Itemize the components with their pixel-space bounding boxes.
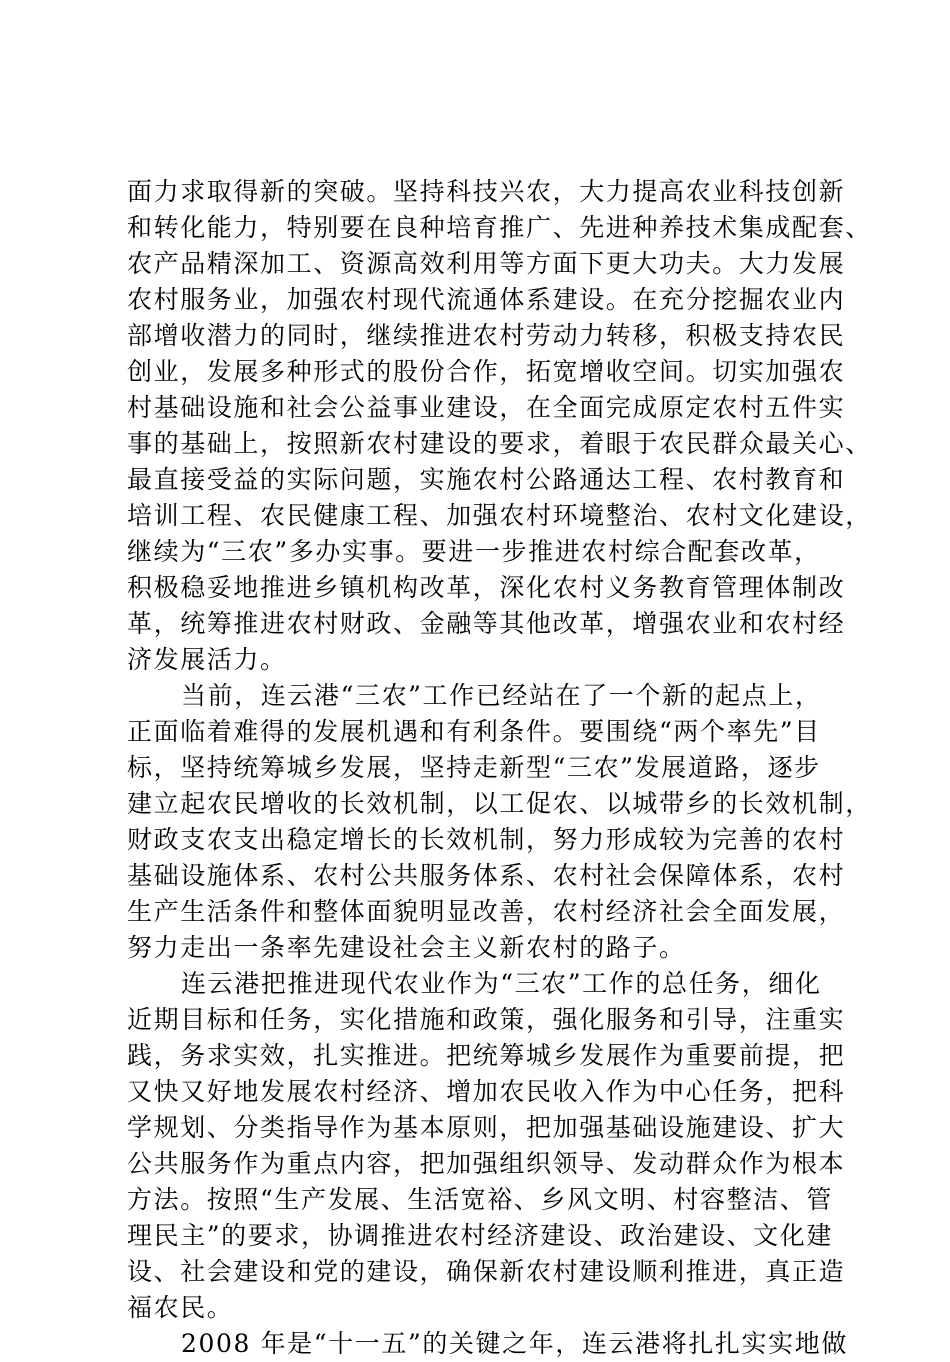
text-line: 当前，连云港“三农”工作已经站在了一个新的起点上， [181,681,822,710]
text-line: 事的基础上，按照新农村建设的要求，着眼于农民群众最关心、 [127,429,872,458]
text-line: 部增收潜力的同时，继续推进农村劳动力转移，积极支持农民 [127,321,846,350]
text-line: 正面临着难得的发展机遇和有利条件。要围绕“两个率先”目 [127,717,821,746]
text-line: 近期目标和任务，实化措施和政策，强化服务和引导，注重实 [127,1005,846,1034]
text-line: 和转化能力，特别要在良种培育推广、先进种养技术集成配套、 [127,213,872,242]
text-line: 创业，发展多种形式的股份合作，拓宽增收空间。切实加强农 [127,357,846,386]
text-line: 农产品精深加工、资源高效利用等方面下更大功夫。大力发展 [127,249,846,278]
text-line: 面力求取得新的突破。坚持科技兴农，大力提高农业科技创新 [127,177,846,206]
text-line: 基础设施体系、农村公共服务体系、农村社会保障体系，农村 [127,861,846,890]
text-line: 公共服务作为重点内容，把加强组织领导、发动群众作为根本 [127,1149,846,1178]
text-line: 革，统筹推进农村财政、金融等其他改革，增强农业和农村经 [127,609,846,638]
text-line: 财政支农支出稳定增长的长效机制，努力形成较为完善的农村 [127,825,846,854]
body-text [127,174,872,1362]
text-line: 理民主”的要求，协调推进农村经济建设、政治建设、文化建 [127,1221,833,1250]
text-line: 继续为“三农”多办实事。要进一步推进农村综合配套改革， [127,537,821,566]
text-line: 农村服务业，加强农村现代流通体系建设。在充分挖掘农业内 [127,285,846,314]
text-line: 建立起农民增收的长效机制，以工促农、以城带乡的长效机制， [127,789,872,818]
text-line: 又快又好地发展农村经济、增加农民收入作为中心任务，把科 [127,1077,846,1106]
text-line: 学规划、分类指导作为基本原则，把加强基础设施建设、扩大 [127,1113,846,1142]
text-line: 福农民。 [127,1293,234,1322]
text-line: 村基础设施和社会公益事业建设，在全面完成原定农村五件实 [127,393,846,422]
text-line: 践，务求实效，扎实推进。把统筹城乡发展作为重要前提，把 [127,1041,846,1070]
text-line: 2008 年是“十一五”的关键之年，连云港将扎扎实实地做 [181,1329,848,1358]
text-line: 连云港把推进现代农业作为“三农”工作的总任务，细化 [181,969,822,998]
text-line: 积极稳妥地推进乡镇机构改革，深化农村义务教育管理体制改 [127,573,846,602]
text-line: 标，坚持统筹城乡发展，坚持走新型“三农”发展道路，逐步 [127,753,821,782]
text-line: 最直接受益的实际问题，实施农村公路通达工程、农村教育和 [127,465,846,494]
text-line: 培训工程、农民健康工程、加强农村环境整治、农村文化建设， [127,501,872,530]
text-line: 设、社会建设和党的建设，确保新农村建设顺利推进，真正造 [127,1257,846,1286]
text-line: 生产生活条件和整体面貌明显改善，农村经济社会全面发展， [127,897,846,926]
text-line: 努力走出一条率先建设社会主义新农村的路子。 [127,933,686,962]
text-line: 方法。按照“生产发展、生活宽裕、乡风文明、村容整洁、管 [127,1185,833,1214]
text-line: 济发展活力。 [127,645,287,674]
